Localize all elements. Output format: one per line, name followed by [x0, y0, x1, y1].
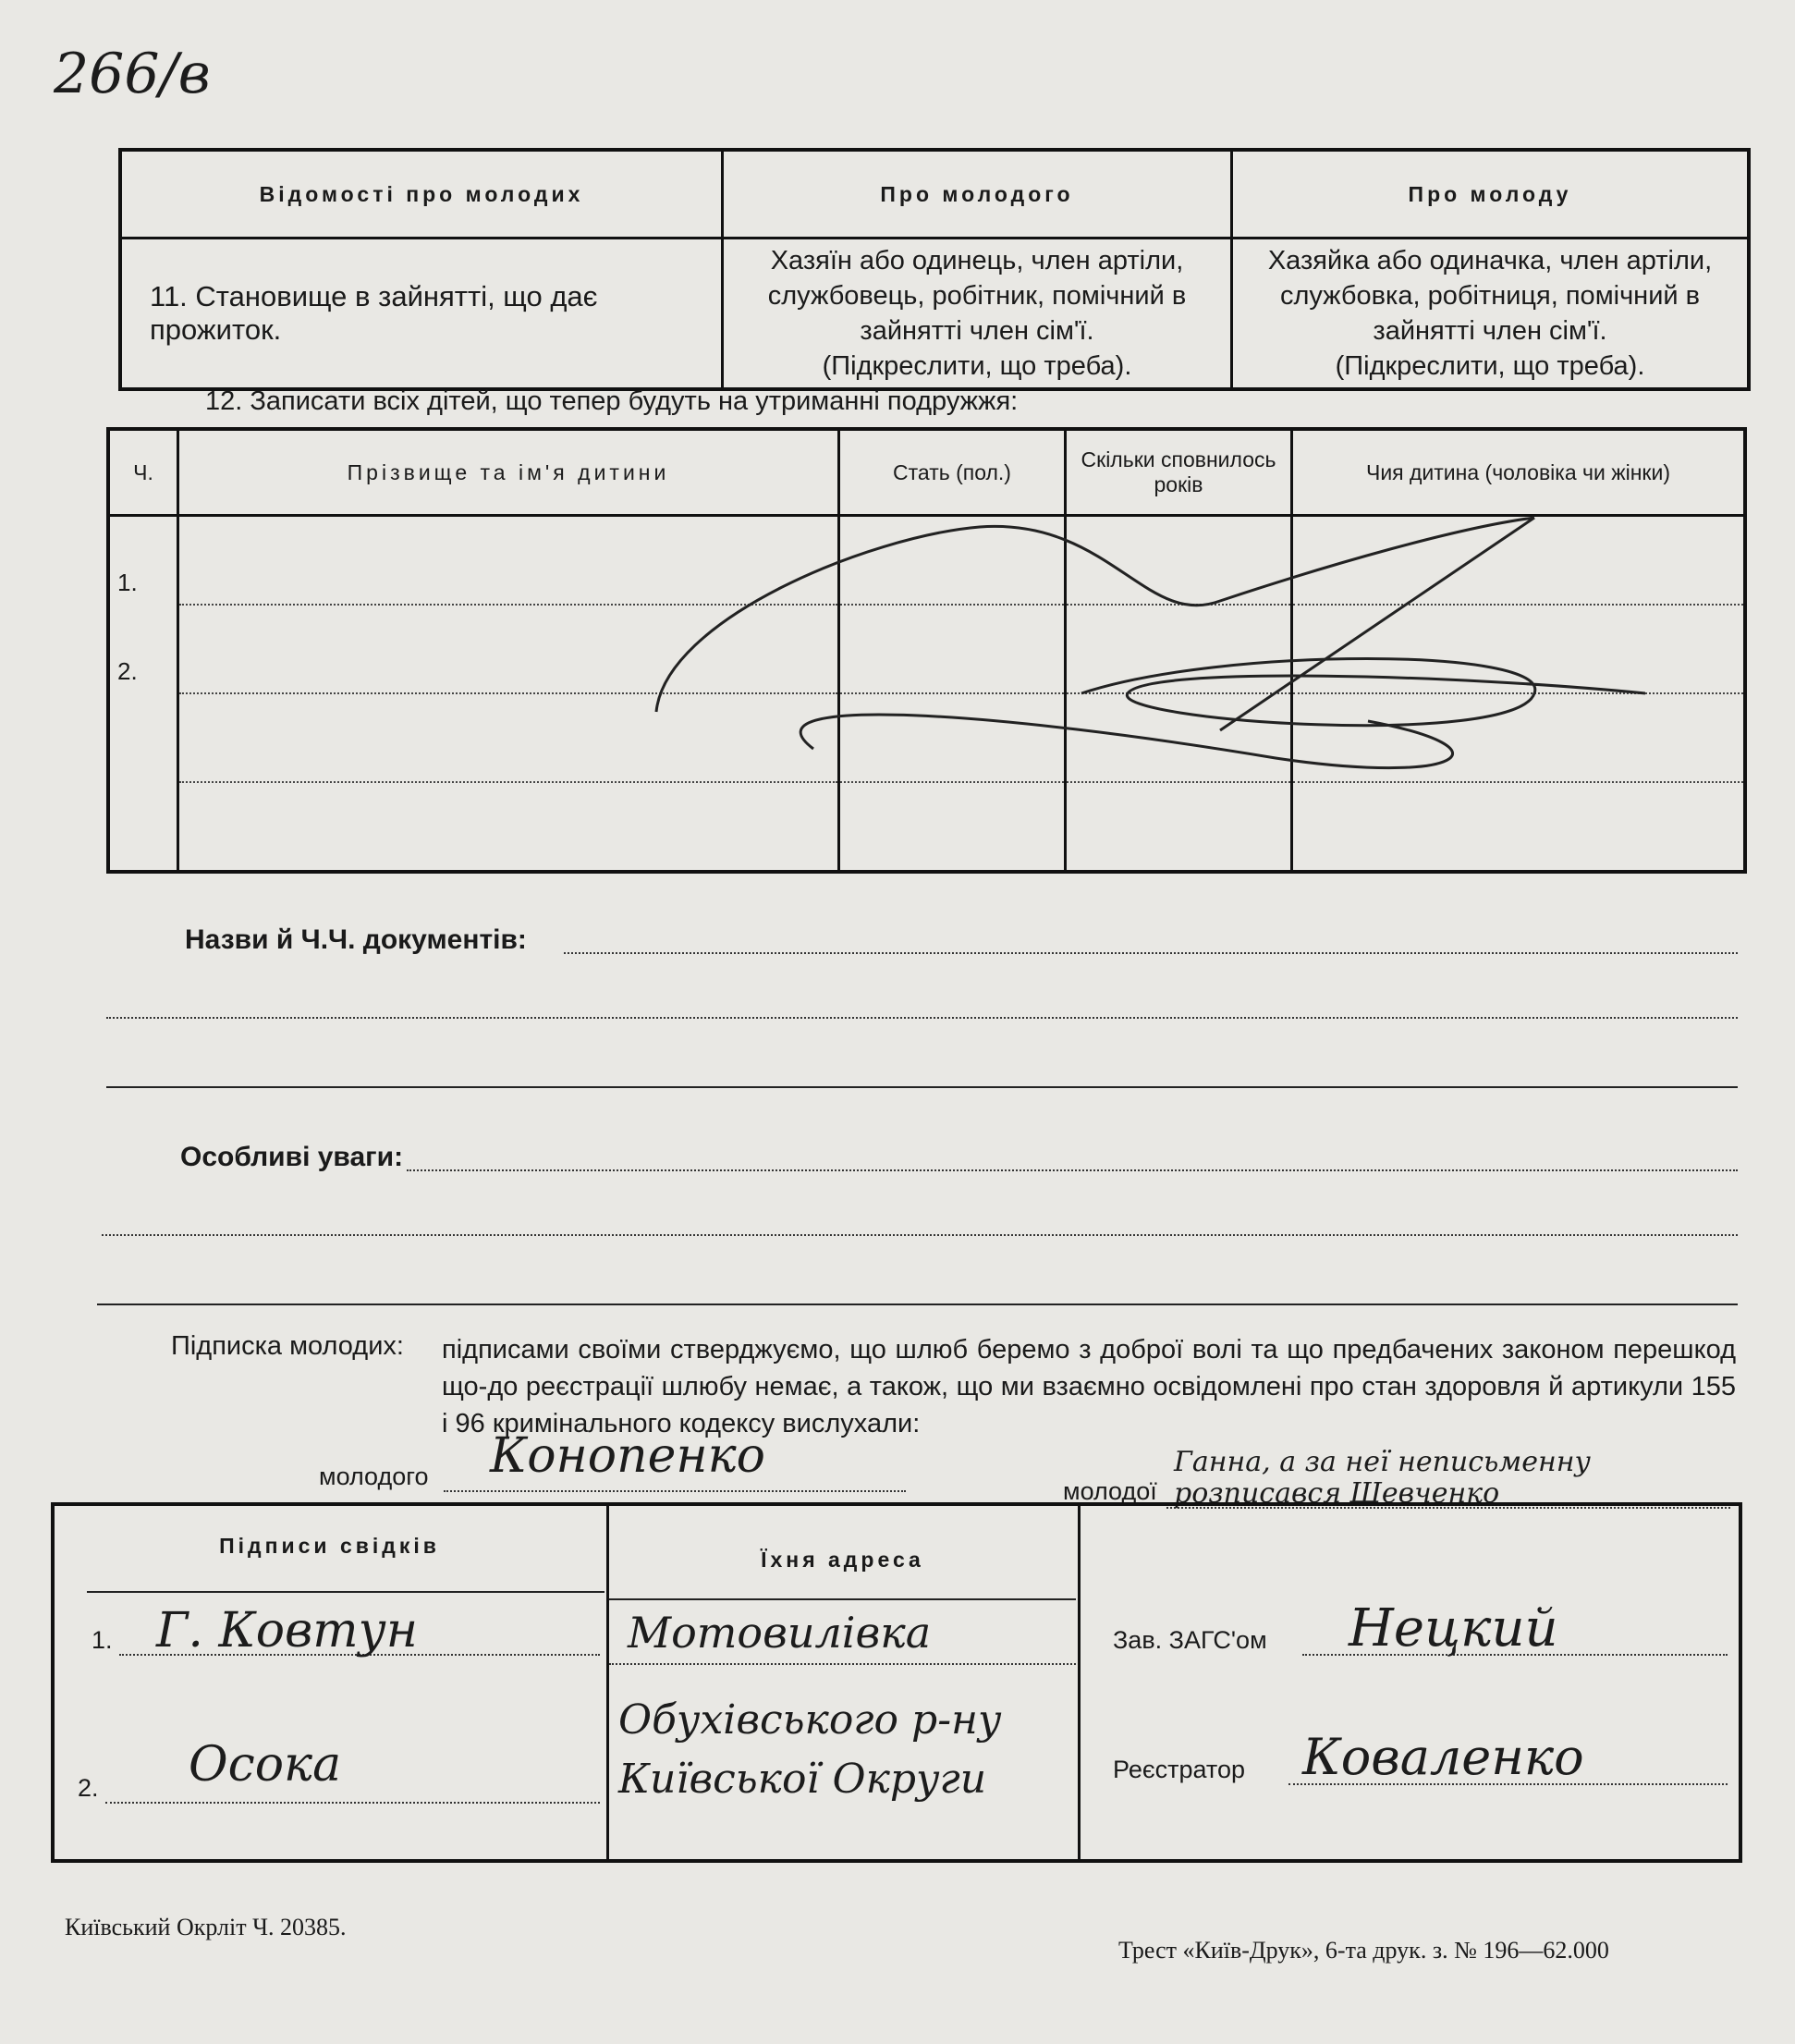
- pledge-text: підписами своїми стверджуємо, що шлюб беремо з доброї волі та що предбачених законом перешкод що-до реєстрації шлюбу немає, а також, що ми взаємно освідомлені про стан здоровля й артикули 155 і 96 кримінального кодексу вислухали:: [442, 1335, 1736, 1438]
- col-child-name: Прізвище та ім'я дитини: [178, 429, 839, 516]
- notes-label: Особливі уваги:: [180, 1142, 404, 1172]
- notes-line: [102, 1234, 1738, 1236]
- witness-signature: Г. Ковтун: [156, 1603, 419, 1658]
- row-number: [108, 693, 178, 782]
- groom-occupation-text: Хазяїн або одинець, член артіли, службовець, робітник, помічний в зайнятті член сім'ї.: [767, 246, 1187, 346]
- bride-occupation-text: Хазяйка або одиначка, член артіли, службовка, робітниця, помічний в зайнятті член сім'ї.: [1267, 246, 1713, 346]
- bride-occupation-cell: [1232, 239, 1750, 390]
- col-sex: Стать (пол.): [839, 429, 1066, 516]
- registry-head-label: Зав. ЗАГС'ом: [1113, 1626, 1267, 1654]
- witness-number: 1.: [92, 1626, 113, 1654]
- divider: [106, 1086, 1738, 1088]
- witness-address: Обухівського р-ну Київської Округи: [618, 1696, 1002, 1803]
- registrar-label: Реєстратор: [1113, 1756, 1246, 1783]
- documents-line: [106, 1017, 1738, 1019]
- col-age: Скільки сповнилось років: [1066, 429, 1292, 516]
- divider: [97, 1304, 1738, 1305]
- header-witness-signatures: Підписи свідків: [219, 1534, 440, 1558]
- witness-signatures-column: [53, 1504, 608, 1861]
- col-header-info: Відомості про молодих: [120, 150, 723, 239]
- col-whose-child: Чия дитина (чоловіка чи жінки): [1292, 429, 1746, 516]
- strike-through-scribble: [629, 508, 1645, 786]
- registry-head-signature: Нецкий: [1349, 1598, 1558, 1658]
- registrar-signature: Коваленко: [1302, 1728, 1584, 1786]
- bride-signature-label: молодої: [1063, 1477, 1157, 1505]
- col-header-bride: Про молоду: [1232, 150, 1750, 239]
- footer-left: Київський Окрліт Ч. 20385.: [65, 1914, 347, 1940]
- table-row: [108, 782, 1745, 872]
- header-witness-address: Їхня адреса: [761, 1548, 924, 1572]
- witness-address: Мотовилівка: [628, 1608, 932, 1658]
- groom-signature-label: молодого: [319, 1463, 429, 1490]
- section12-title: 12. Записати всіх дітей, що тепер будуть на утриманні подружжя:: [205, 386, 1019, 416]
- row-number: 2.: [108, 605, 178, 693]
- archive-note: 266/в: [54, 42, 211, 106]
- row-label-occupation: 11. Становище в зайнятті, що дає прожиток.: [120, 239, 723, 390]
- row-number: [108, 782, 178, 872]
- groom-signature: Конопенко: [490, 1428, 765, 1484]
- bride-signature: Ганна, а за неї неписьменну розписався Шевченко: [1174, 1446, 1591, 1510]
- pledge-label: Підписка молодих:: [171, 1331, 404, 1361]
- witness-signature: Осока: [189, 1737, 342, 1793]
- groom-occupation-note: (Підкреслити, що треба).: [822, 351, 1132, 381]
- row-number: 1.: [108, 516, 178, 606]
- bride-occupation-note: (Підкреслити, що треба).: [1335, 351, 1645, 381]
- col-header-groom: Про молодого: [723, 150, 1232, 239]
- witnesses-table: [51, 1502, 1742, 1863]
- col-number: Ч.: [108, 429, 178, 516]
- witness-address-column: [608, 1504, 1080, 1861]
- groom-signature-line: [444, 1490, 906, 1492]
- documents-label: Назви й Ч.Ч. документів:: [185, 924, 527, 955]
- footer-right: Трест «Київ-Друк», 6-та друк. з. № 196—62.000: [1118, 1937, 1609, 1964]
- witness-number: 2.: [78, 1774, 99, 1802]
- marriage-info-table: [118, 148, 1751, 391]
- groom-occupation-cell: [723, 239, 1232, 390]
- registry-column: [1080, 1504, 1741, 1861]
- documents-line: [564, 952, 1738, 954]
- notes-line: [407, 1169, 1738, 1171]
